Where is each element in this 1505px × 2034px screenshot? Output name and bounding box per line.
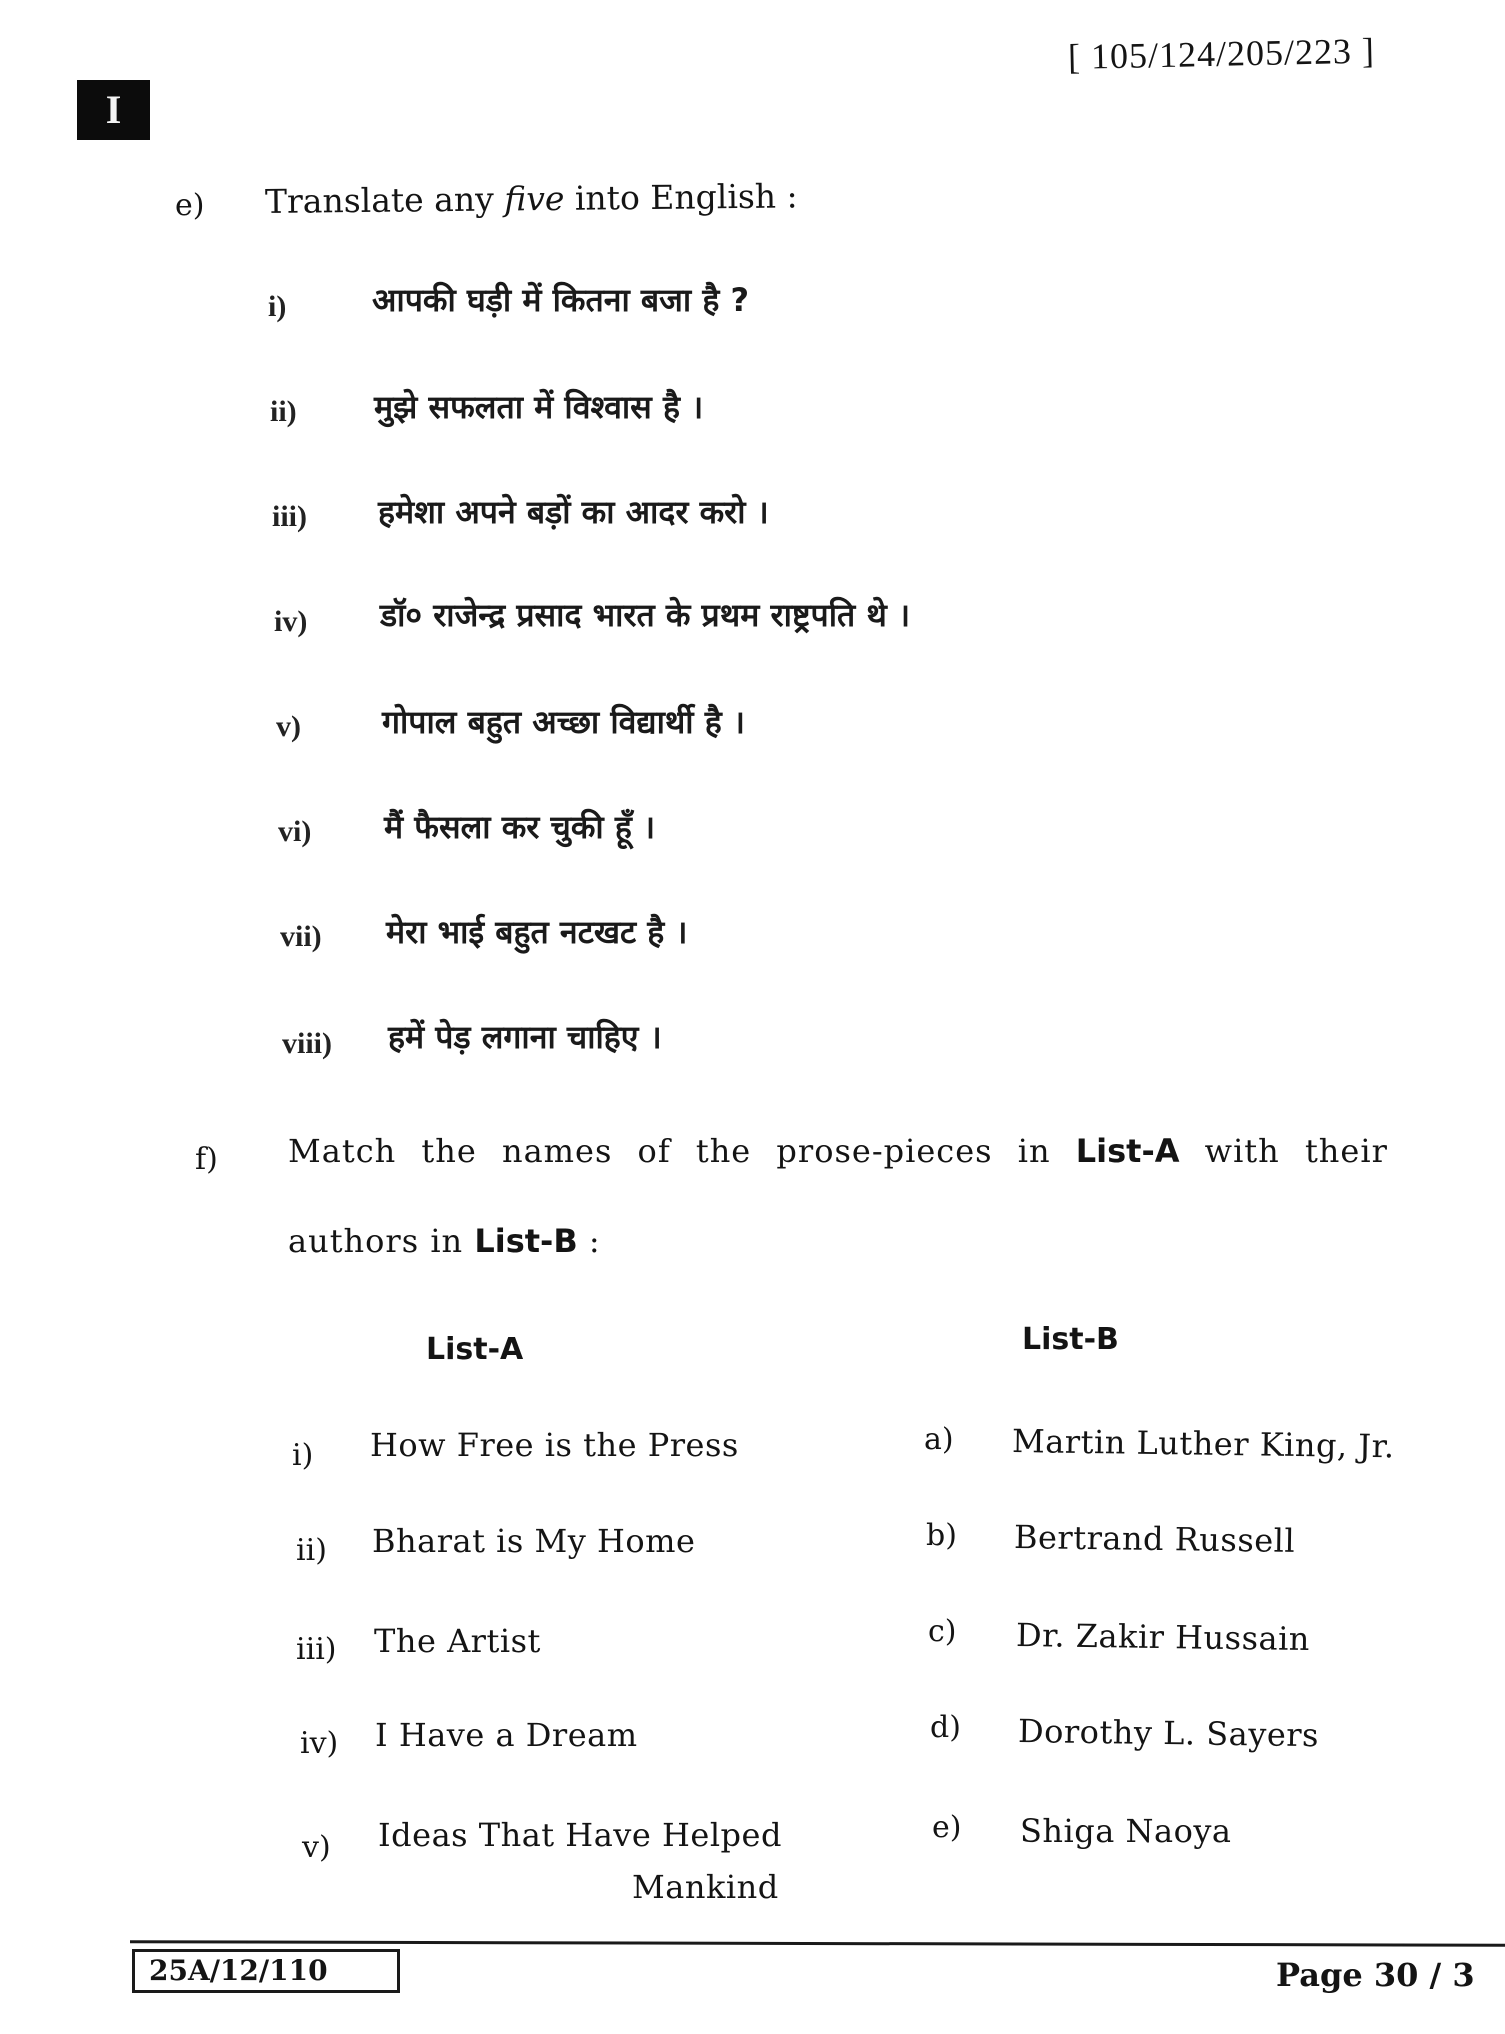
translation-item-text: मेरा भाई बहुत नटखट है । [386, 913, 688, 951]
list-a-item-text: Ideas That Have Helped [378, 1816, 782, 1854]
list-b-item-label: d) [930, 1710, 961, 1745]
instruction-text: with their [1179, 1132, 1388, 1170]
list-a-reference: List-A [1075, 1132, 1180, 1170]
section-marker: I [77, 80, 150, 140]
translation-item-label: i) [268, 290, 287, 323]
list-b-item-label: b) [926, 1518, 957, 1553]
list-a-item-text: Bharat is My Home [372, 1522, 696, 1560]
translation-item-text: मुझे सफलता में विश्वास है । [374, 388, 704, 426]
footer-code: 25A/12/110 [132, 1949, 400, 1993]
footer-divider [130, 1940, 1505, 1947]
list-b-item-text: Martin Luther King, Jr. [1011, 1422, 1395, 1466]
list-b-item-text: Bertrand Russell [1013, 1518, 1296, 1560]
instruction-emphasis: five [504, 178, 565, 219]
translation-item-label: viii) [282, 1027, 332, 1060]
list-a-item-text-continued: Mankind [632, 1868, 779, 1906]
translation-item-label: v) [276, 710, 301, 743]
instruction-text: Translate any [264, 179, 505, 221]
list-b-header: List-B [1022, 1322, 1119, 1357]
list-a-item-label: ii) [296, 1533, 327, 1568]
translation-item-text: गोपाल बहुत अच्छा विद्यार्थी है । [382, 703, 745, 741]
list-a-item-label: iii) [296, 1632, 337, 1667]
question-e-instruction [265, 176, 798, 221]
list-b-item-text: Dr. Zakir Hussain [1015, 1616, 1311, 1659]
list-b-reference: List-B [474, 1222, 578, 1260]
page-number: Page 30 / 3 [1276, 1956, 1475, 1994]
list-a-item-text: The Artist [374, 1622, 541, 1660]
instruction-text: into English : [564, 176, 798, 218]
translation-item-label: vii) [280, 920, 322, 953]
question-e-label: e) [175, 188, 205, 223]
list-a-item-label: iv) [300, 1726, 339, 1761]
translation-item-label: ii) [270, 395, 297, 428]
list-b-item-text: Shiga Naoya [1020, 1812, 1232, 1850]
translation-item-label: iv) [274, 605, 308, 638]
translation-item-text: हमेशा अपने बड़ों का आदर करो । [378, 493, 769, 531]
question-f-instruction-line1 [288, 1132, 1505, 1170]
translation-item-text: मैं फैसला कर चुकी हूँ । [384, 808, 656, 846]
list-a-item-text: How Free is the Press [370, 1426, 739, 1464]
translation-item-text: डॉ० राजेन्द्र प्रसाद भारत के प्रथम राष्ट्रपति थे । [380, 596, 911, 634]
list-a-header: List-A [426, 1332, 524, 1367]
list-a-item-label: v) [302, 1830, 331, 1865]
question-f-instruction-line2 [288, 1222, 601, 1260]
list-b-item-label: e) [932, 1810, 962, 1845]
paper-code: [ 105/124/205/223 ] [1067, 30, 1376, 77]
list-b-item-text: Dorothy L. Sayers [1017, 1712, 1320, 1755]
list-b-item-label: a) [924, 1422, 954, 1457]
instruction-text: Match the names of the prose-pieces in [288, 1132, 1076, 1170]
translation-item-label: iii) [272, 500, 307, 533]
question-f-label: f) [195, 1142, 218, 1177]
translation-item-label: vi) [278, 815, 312, 848]
list-b-item-label: c) [928, 1614, 957, 1649]
list-a-item-label: i) [292, 1438, 314, 1473]
list-a-item-text: I Have a Dream [375, 1716, 638, 1754]
instruction-text: : [577, 1222, 601, 1260]
instruction-text: authors in [288, 1222, 475, 1260]
translation-item-text: आपकी घड़ी में कितना बजा है ? [372, 281, 750, 319]
translation-item-text: हमें पेड़ लगाना चाहिए । [388, 1018, 662, 1056]
